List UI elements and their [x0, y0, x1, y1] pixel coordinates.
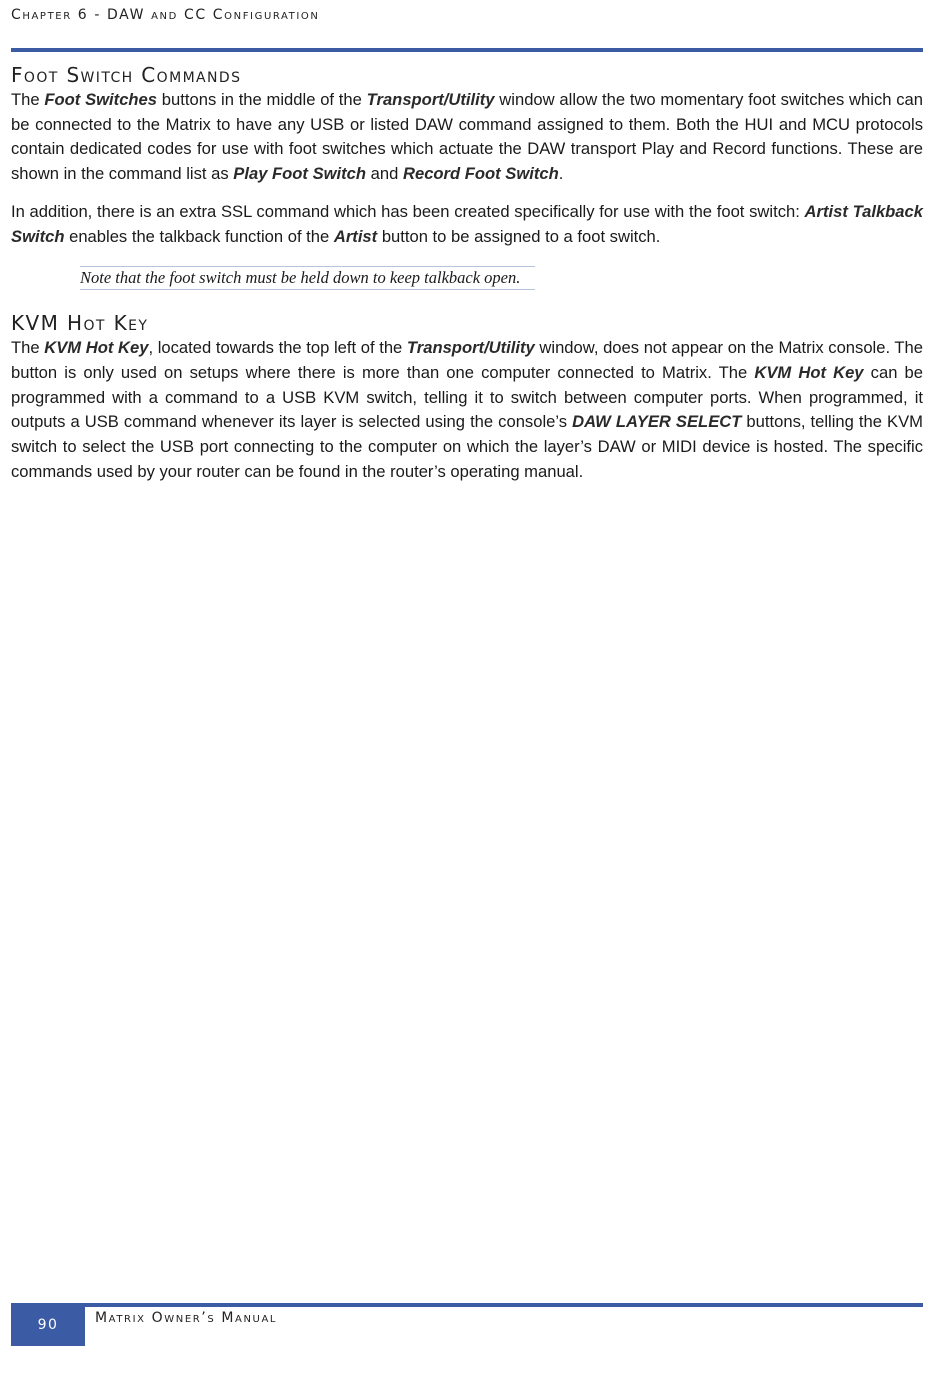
text-run: enables the talkback function of the — [64, 226, 334, 246]
emphasized-term: Transport/Utility — [406, 338, 535, 358]
text-run: can be programmed with a command to a USB KVM switch, telling it to switch between computer ports. When programmed, it outputs a USB command whenever its layer is selected using the console’s — [11, 362, 923, 432]
emphasized-term: KVM Hot Key — [754, 362, 864, 382]
text-run: buttons in the middle of the — [157, 90, 367, 109]
paragraph — [11, 200, 923, 249]
text-run: , located towards the top left of the — [148, 338, 407, 358]
note-box: Note that the foot switch must be held down to keep talkback open. — [80, 266, 535, 290]
emphasized-term: Record Foot Switch — [402, 164, 559, 184]
paragraph — [11, 88, 923, 187]
emphasized-term: DAW LAYER SELECT — [572, 412, 742, 432]
emphasized-term: Artist — [333, 226, 378, 246]
emphasized-term: KVM Hot Key — [44, 338, 149, 358]
page-number: 90 — [11, 1307, 85, 1346]
text-run: window allow the two momentary foot switches which can be connected to the Matrix to have any USB or listed DAW command assigned to them. Both the HUI and MCU protocols contain dedicated codes for use with foot switches which actuate the DAW transport Play and Record functions. These are shown in the command list as — [11, 90, 923, 184]
paragraph — [11, 336, 923, 484]
text-run: and — [366, 164, 403, 184]
header-rule — [11, 48, 923, 52]
text-run: . — [558, 164, 564, 184]
emphasized-term: Foot Switches — [44, 90, 158, 109]
section-heading-kvm-hot-key: KVM Hot Key — [11, 311, 149, 336]
text-run: buttons, telling the KVM switch to select the USB port connecting to the computer on which the layer’s DAW or MIDI device is hosted. The specific commands used by your router can be found in the router’s operating manual. — [11, 412, 923, 481]
running-head: Chapter 6 - DAW and CC Configuration — [11, 7, 320, 23]
text-run: window, does not appear on the Matrix console. The button is only used on setups where there is more than one computer connected to Matrix. The — [11, 338, 924, 382]
emphasized-term: Artist Talkback Switch — [11, 201, 923, 246]
emphasized-term: Transport/Utility — [366, 90, 495, 109]
text-run: The — [11, 338, 45, 358]
footer-rule — [11, 1303, 923, 1307]
emphasized-term: Play Foot Switch — [233, 164, 367, 184]
running-foot: Matrix Owner’s Manual — [95, 1310, 278, 1326]
text-run: The — [11, 90, 45, 109]
text-run: In addition, there is an extra SSL command which has been created specifically for use with the foot switch: — [11, 201, 805, 221]
text-run: button to be assigned to a foot switch. — [377, 226, 661, 246]
section-heading-foot-switch-commands: Foot Switch Commands — [11, 63, 242, 87]
page-content — [11, 62, 923, 484]
